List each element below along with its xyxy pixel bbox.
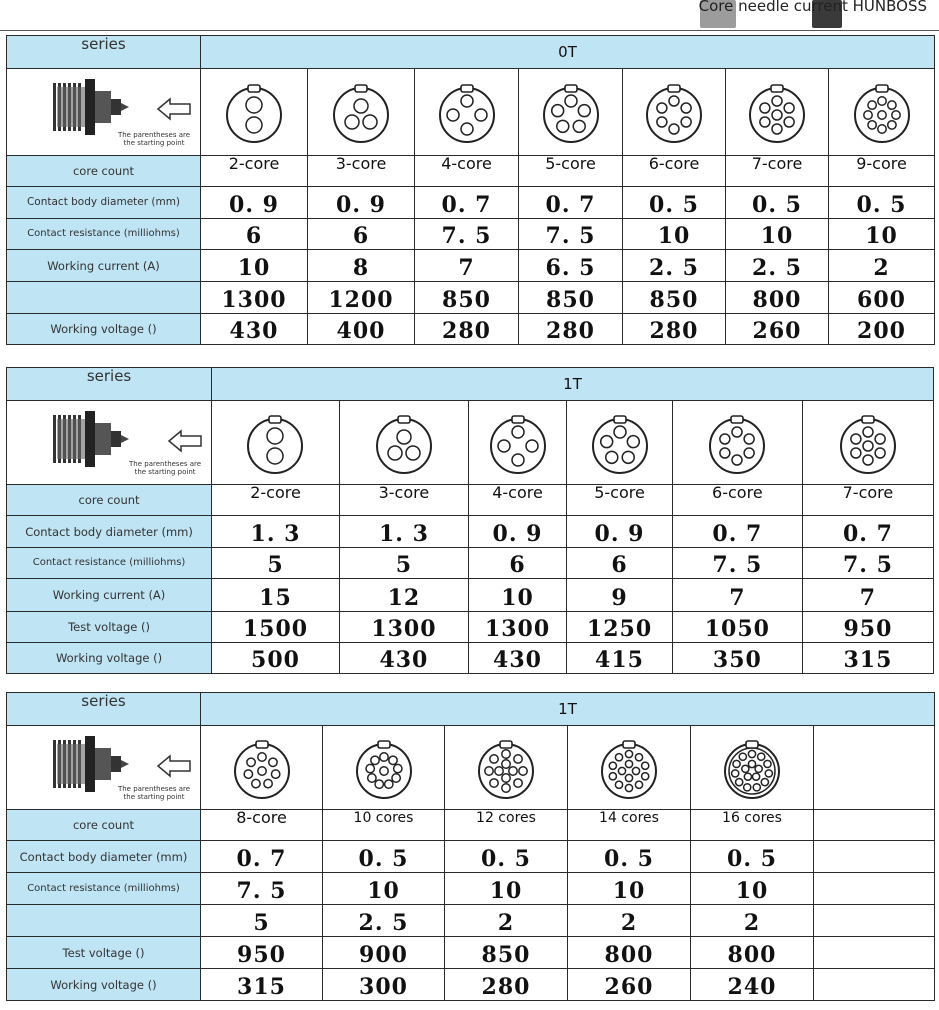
core-count-value: 5-core (519, 156, 623, 187)
core-count-value: 5-core (567, 485, 673, 516)
working-voltage-value: 280 (519, 314, 623, 345)
test-voltage-value: 1300 (201, 282, 308, 314)
working-current-value: 2. 5 (323, 905, 445, 937)
contact-resistance-label: Contact resistance (milliohms) (7, 873, 201, 905)
test-voltage-label: Test voltage () (7, 937, 201, 969)
working-voltage-row (7, 643, 934, 674)
connector-face-7-pin-icon (835, 410, 901, 476)
test-voltage-row (7, 282, 935, 314)
contact-diameter-value: 1. 3 (339, 516, 468, 548)
working-voltage-value: 350 (672, 643, 802, 674)
working-voltage-label: Working voltage () (7, 969, 201, 1001)
working-voltage-value: 240 (691, 969, 814, 1001)
working-current-value: 10 (468, 579, 566, 612)
test-voltage-label (7, 282, 201, 314)
contact-diameter-value: 0. 7 (672, 516, 802, 548)
series-row (7, 368, 934, 401)
contact-resistance-value: 7. 5 (415, 219, 519, 250)
test-voltage-value: 800 (726, 282, 829, 314)
connector-face-9-pin-icon (849, 79, 915, 145)
test-voltage-value: 1500 (212, 612, 340, 643)
diagram-row (7, 69, 935, 156)
pin-diagram-cell (829, 69, 935, 156)
working-current-row (7, 905, 935, 937)
contact-resistance-value: 10 (623, 219, 726, 250)
pin-diagram-cell (323, 726, 445, 810)
working-voltage-value: 280 (445, 969, 568, 1001)
contact-diameter-value: 0. 9 (567, 516, 673, 548)
connector-face-8-pin-icon (229, 735, 295, 801)
working-current-value: 2 (568, 905, 691, 937)
series-name: 0T (201, 36, 935, 69)
contact-diameter-value: 0. 9 (308, 187, 415, 219)
working-voltage-value: 280 (415, 314, 519, 345)
contact-diameter-row (7, 187, 935, 219)
connector-face-6-pin-icon (704, 410, 770, 476)
core-count-value: 16 cores (691, 810, 814, 841)
working-current-row (7, 250, 935, 282)
test-voltage-value: 600 (829, 282, 935, 314)
core-count-value: 4-core (468, 485, 566, 516)
contact-resistance-value: 10 (726, 219, 829, 250)
connector-side-icon (47, 77, 147, 137)
core-count-value: 2-core (212, 485, 340, 516)
test-voltage-value (814, 937, 935, 969)
core-count-value: 14 cores (568, 810, 691, 841)
working-voltage-value: 280 (623, 314, 726, 345)
divider (0, 30, 939, 31)
working-voltage-value: 500 (212, 643, 340, 674)
series-row (7, 693, 935, 726)
working-current-value: 5 (201, 905, 323, 937)
pin-diagram-cell (726, 69, 829, 156)
pin-diagram-cell (672, 401, 802, 485)
contact-resistance-row (7, 873, 935, 905)
working-current-value: 2. 5 (726, 250, 829, 282)
contact-diameter-value: 0. 5 (445, 841, 568, 873)
working-current-value: 12 (339, 579, 468, 612)
working-current-label: Working current (A) (7, 250, 201, 282)
contact-resistance-value: 6 (468, 548, 566, 579)
working-voltage-value: 430 (339, 643, 468, 674)
working-voltage-value: 300 (323, 969, 445, 1001)
core-count-value: 10 cores (323, 810, 445, 841)
contact-resistance-value: 10 (568, 873, 691, 905)
starting-point-note: The parentheses are the starting point (129, 460, 202, 476)
contact-resistance-label: Contact resistance (milliohms) (7, 548, 212, 579)
test-voltage-value: 900 (323, 937, 445, 969)
test-voltage-value: 800 (691, 937, 814, 969)
core-count-value: 3-core (339, 485, 468, 516)
core-count-row (7, 810, 935, 841)
test-voltage-row (7, 937, 935, 969)
pin-diagram-cell (567, 401, 673, 485)
contact-diameter-value: 0. 5 (829, 187, 935, 219)
pin-diagram-cell (339, 401, 468, 485)
contact-resistance-row (7, 548, 934, 579)
start-arrow (156, 97, 192, 125)
working-current-value (814, 905, 935, 937)
series-name: 1T (201, 693, 935, 726)
test-voltage-label: Test voltage () (7, 612, 212, 643)
core-count-value: 6-core (672, 485, 802, 516)
connector-image-cell (7, 726, 201, 810)
test-voltage-value: 800 (568, 937, 691, 969)
connector-face-2-pin-icon (242, 410, 308, 476)
contact-resistance-value: 10 (829, 219, 935, 250)
working-current-value: 7 (802, 579, 933, 612)
contact-diameter-row (7, 841, 935, 873)
connector-image-cell (7, 69, 201, 156)
contact-resistance-value: 10 (445, 873, 568, 905)
contact-resistance-value: 6 (308, 219, 415, 250)
working-current-value: 10 (201, 250, 308, 282)
contact-resistance-value: 7. 5 (519, 219, 623, 250)
test-voltage-value: 1200 (308, 282, 415, 314)
contact-resistance-value: 6 (201, 219, 308, 250)
contact-resistance-value: 5 (212, 548, 340, 579)
contact-diameter-row (7, 516, 934, 548)
series-label: series (7, 693, 201, 726)
connector-face-4-pin-icon (485, 410, 551, 476)
working-voltage-value: 430 (468, 643, 566, 674)
spec-table (6, 692, 935, 1001)
connector-face-3-pin-icon (328, 79, 394, 145)
connector-face-5-pin-icon (587, 410, 653, 476)
working-current-label: Working current (A) (7, 579, 212, 612)
test-voltage-row (7, 612, 934, 643)
contact-resistance-value: 5 (339, 548, 468, 579)
working-voltage-row (7, 314, 935, 345)
contact-diameter-value: 0. 5 (623, 187, 726, 219)
connector-face-16-pin-icon (719, 735, 785, 801)
test-voltage-value: 950 (802, 612, 933, 643)
test-voltage-value: 850 (623, 282, 726, 314)
arrow-left-icon (167, 429, 203, 453)
core-count-label: core count (7, 810, 201, 841)
core-count-value: 8-core (201, 810, 323, 841)
working-current-value: 8 (308, 250, 415, 282)
series-label: series (7, 36, 201, 69)
working-voltage-label: Working voltage () (7, 643, 212, 674)
pin-diagram-cell (691, 726, 814, 810)
pin-diagram-cell (568, 726, 691, 810)
starting-point-note: The parentheses are the starting point (117, 131, 191, 147)
contact-diameter-label: Contact body diameter (mm) (7, 516, 212, 548)
contact-resistance-row (7, 219, 935, 250)
spec-table (6, 367, 934, 674)
contact-diameter-label: Contact body diameter (mm) (7, 841, 201, 873)
core-count-value: 3-core (308, 156, 415, 187)
contact-resistance-value: 6 (567, 548, 673, 579)
working-current-label (7, 905, 201, 937)
starting-point-note: The parentheses are the starting point (117, 785, 191, 801)
working-voltage-value: 260 (726, 314, 829, 345)
contact-diameter-value: 0. 9 (468, 516, 566, 548)
pin-diagram-cell (415, 69, 519, 156)
pin-diagram-cell (802, 401, 933, 485)
working-current-value: 7 (672, 579, 802, 612)
contact-diameter-value (814, 841, 935, 873)
working-voltage-value: 315 (802, 643, 933, 674)
working-current-row (7, 579, 934, 612)
core-count-row (7, 485, 934, 516)
start-arrow (156, 754, 192, 782)
contact-resistance-value: 10 (691, 873, 814, 905)
working-current-value: 6. 5 (519, 250, 623, 282)
connector-face-3-pin-icon (371, 410, 437, 476)
diagram-row (7, 726, 935, 810)
working-voltage-value: 200 (829, 314, 935, 345)
working-current-value: 2 (445, 905, 568, 937)
test-voltage-value: 1050 (672, 612, 802, 643)
contact-diameter-value: 0. 5 (726, 187, 829, 219)
arrow-left-icon (156, 754, 192, 778)
contact-resistance-value: 7. 5 (802, 548, 933, 579)
pin-diagram-cell (212, 401, 340, 485)
core-count-value: 12 cores (445, 810, 568, 841)
core-count-label: core count (7, 156, 201, 187)
pin-diagram-cell (201, 726, 323, 810)
contact-resistance-value (814, 873, 935, 905)
contact-resistance-value: 10 (323, 873, 445, 905)
core-count-value: 7-core (802, 485, 933, 516)
core-count-row (7, 156, 935, 187)
series-label: series (7, 368, 212, 401)
core-count-value: 2-core (201, 156, 308, 187)
connector-face-10-pin-icon (351, 735, 417, 801)
working-current-value: 2 (829, 250, 935, 282)
core-count-label: core count (7, 485, 212, 516)
pin-diagram-cell (201, 69, 308, 156)
pin-diagram-cell (519, 69, 623, 156)
working-voltage-value: 415 (567, 643, 673, 674)
connector-face-14-pin-icon (596, 735, 662, 801)
contact-diameter-value: 0. 7 (415, 187, 519, 219)
core-count-value (814, 810, 935, 841)
contact-resistance-label: Contact resistance (milliohms) (7, 219, 201, 250)
working-current-value: 2. 5 (623, 250, 726, 282)
contact-resistance-value: 7. 5 (201, 873, 323, 905)
connector-face-6-pin-icon (641, 79, 707, 145)
core-count-value: 9-core (829, 156, 935, 187)
contact-diameter-value: 0. 7 (201, 841, 323, 873)
pin-diagram-cell (468, 401, 566, 485)
contact-diameter-label: Contact body diameter (mm) (7, 187, 201, 219)
connector-face-5-pin-icon (538, 79, 604, 145)
contact-diameter-value: 0. 7 (802, 516, 933, 548)
contact-diameter-value: 0. 5 (323, 841, 445, 873)
test-voltage-value: 1250 (567, 612, 673, 643)
working-voltage-label: Working voltage () (7, 314, 201, 345)
pin-diagram-cell (814, 726, 935, 810)
working-current-value: 7 (415, 250, 519, 282)
contact-diameter-value: 1. 3 (212, 516, 340, 548)
connector-image-cell (7, 401, 212, 485)
working-voltage-value (814, 969, 935, 1001)
working-voltage-value: 315 (201, 969, 323, 1001)
core-count-value: 6-core (623, 156, 726, 187)
series-row (7, 36, 935, 69)
connector-face-2-pin-icon (221, 79, 287, 145)
connector-face-4-pin-icon (434, 79, 500, 145)
pin-diagram-cell (308, 69, 415, 156)
working-voltage-value: 260 (568, 969, 691, 1001)
working-current-value: 2 (691, 905, 814, 937)
working-voltage-row (7, 969, 935, 1001)
contact-diameter-value: 0. 5 (691, 841, 814, 873)
page-caption: Core needle current HUNBOSS (698, 0, 927, 15)
top-caption-bar (0, 0, 939, 32)
arrow-left-icon (156, 97, 192, 121)
test-voltage-value: 850 (445, 937, 568, 969)
test-voltage-value: 850 (519, 282, 623, 314)
core-count-value: 4-core (415, 156, 519, 187)
core-count-value: 7-core (726, 156, 829, 187)
contact-diameter-value: 0. 9 (201, 187, 308, 219)
diagram-row (7, 401, 934, 485)
working-voltage-value: 430 (201, 314, 308, 345)
series-name: 1T (212, 368, 934, 401)
pin-diagram-cell (623, 69, 726, 156)
test-voltage-value: 1300 (339, 612, 468, 643)
spec-table (6, 35, 935, 345)
connector-face-12-pin-icon (473, 735, 539, 801)
working-current-value: 9 (567, 579, 673, 612)
working-current-value: 15 (212, 579, 340, 612)
connector-face-7-pin-icon (744, 79, 810, 145)
test-voltage-value: 850 (415, 282, 519, 314)
pin-diagram-cell (445, 726, 568, 810)
test-voltage-value: 1300 (468, 612, 566, 643)
working-voltage-value: 400 (308, 314, 415, 345)
start-arrow (167, 429, 203, 457)
test-voltage-value: 950 (201, 937, 323, 969)
contact-diameter-value: 0. 7 (519, 187, 623, 219)
contact-resistance-value: 7. 5 (672, 548, 802, 579)
contact-diameter-value: 0. 5 (568, 841, 691, 873)
